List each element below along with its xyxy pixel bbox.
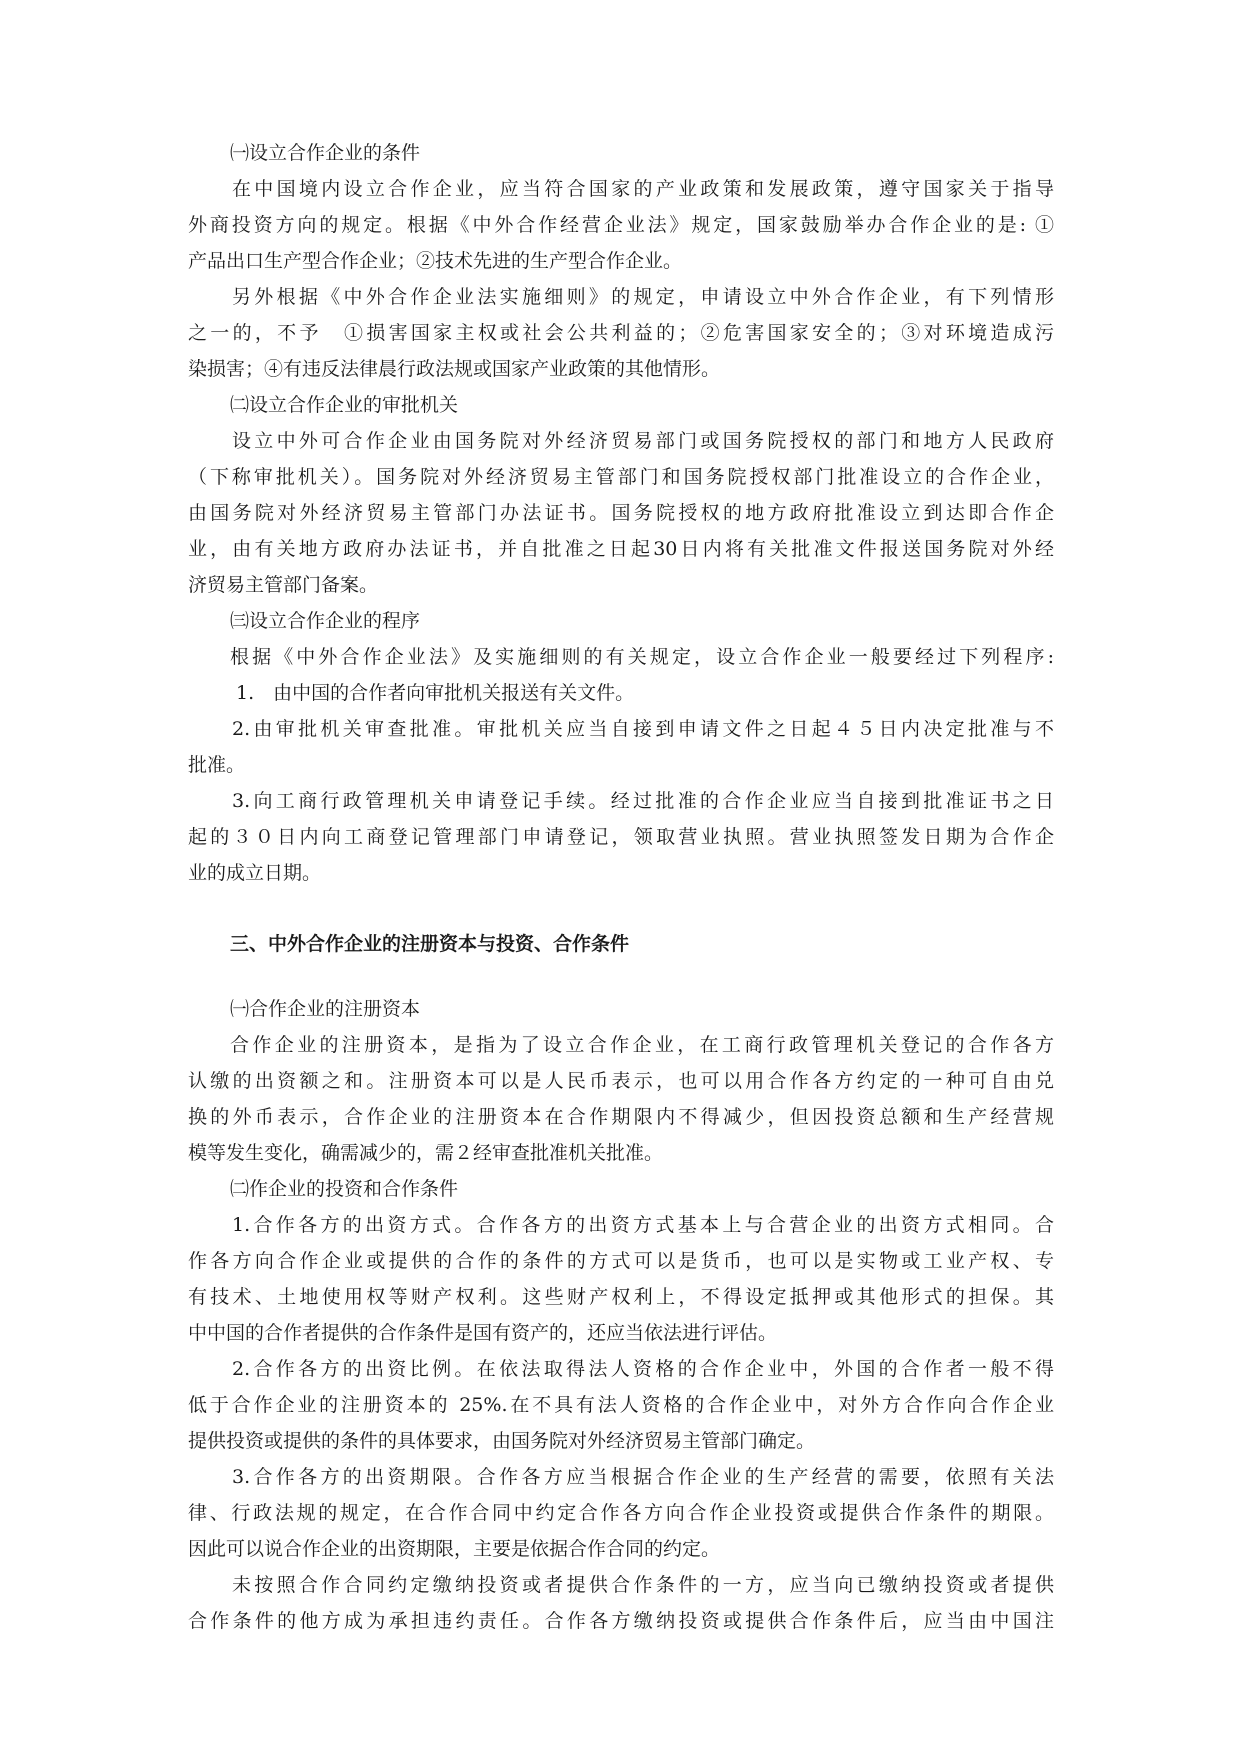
paragraph-line: 在中国境内设立合作企业，应当符合国家的产业政策和发展政策，遵守国家关于指导	[232, 178, 1054, 200]
list-item: 3.合作各方的出资期限。合作各方应当根据合作企业的生产经营的需要，依照有关法	[232, 1466, 1054, 1488]
paragraph-line: 律、行政法规的规定，在合作合同中约定合作各方向合作企业投资或提供合作条件的期限。	[188, 1502, 1054, 1524]
paragraph-line: 起的３０日内向工商登记管理部门申请登记，领取营业执照。营业执照签发日期为合作企	[188, 826, 1054, 848]
paragraph-line: 外商投资方向的规定。根据《中外合作经营企业法》规定，国家鼓励举办合作企业的是: ①	[188, 214, 1054, 236]
paragraph-line: 产品出口生产型合作企业；②技术先进的生产型合作企业。	[188, 250, 683, 272]
paragraph-line: 认缴的出资额之和。注册资本可以是人民币表示，也可以用合作各方约定的一种可自由兑	[188, 1070, 1054, 1092]
paragraph-line: 业的成立日期。	[188, 862, 322, 884]
subheading-procedure: ㈢设立合作企业的程序	[230, 610, 421, 632]
paragraph-line: 济贸易主管部门备案。	[188, 574, 379, 596]
paragraph-line: 低于合作企业的注册资本的 25%.在不具有法人资格的合作企业中，对外方合作向合作企业	[188, 1394, 1054, 1416]
subheading-approval-authority: ㈡设立合作企业的审批机关	[230, 394, 459, 416]
list-item: 2.由审批机关审查批准。审批机关应当自接到申请文件之日起４５日内决定批准与不	[232, 718, 1054, 740]
paragraph-line: 根据《中外合作企业法》及实施细则的有关规定，设立合作企业一般要经过下列程序:	[230, 646, 1054, 668]
paragraph-line: 另外根据《中外合作企业法实施细则》的规定，申请设立中外合作企业，有下列情形	[232, 286, 1054, 308]
paragraph-line: 合作企业的注册资本，是指为了设立合作企业，在工商行政管理机关登记的合作各方	[230, 1034, 1054, 1056]
paragraph-line: 换的外币表示，合作企业的注册资本在合作期限内不得减少，但因投资总额和生产经营规	[188, 1106, 1054, 1128]
list-item: 3.向工商行政管理机关申请登记手续。经过批准的合作企业应当自接到批准证书之日	[232, 790, 1054, 812]
subheading-conditions: ㈠设立合作企业的条件	[230, 142, 421, 164]
subheading-investment-conditions: ㈡作企业的投资和合作条件	[230, 1178, 459, 1200]
list-item: 1.合作各方的出资方式。合作各方的出资方式基本上与合营企业的出资方式相同。合	[232, 1214, 1054, 1236]
paragraph-line: 因此可以说合作企业的出资期限，主要是依据合作合同的约定。	[188, 1538, 721, 1560]
paragraph-line: 合作条件的他方成为承担违约责任。合作各方缴纳投资或提供合作条件后，应当由中国注	[188, 1610, 1054, 1632]
paragraph-line: 有技术、土地使用权等财产权利。这些财产权利上，不得设定抵押或其他形式的担保。其	[188, 1286, 1054, 1308]
paragraph-line: 设立中外可合作企业由国务院对外经济贸易部门或国务院授权的部门和地方人民政府	[232, 430, 1054, 452]
paragraph-line: 染损害；④有违反法律晨行政法规或国家产业政策的其他情形。	[188, 358, 721, 380]
subheading-registered-capital: ㈠合作企业的注册资本	[230, 998, 421, 1020]
list-item: 1. 由中国的合作者向审批机关报送有关文件。	[236, 682, 635, 704]
paragraph-line: 之一的，不予 ①损害国家主权或社会公共利益的；②危害国家安全的；③对环境造成污	[188, 322, 1054, 344]
section-title: 三、中外合作企业的注册资本与投资、合作条件	[230, 933, 630, 955]
paragraph-line: 业，由有关地方政府办法证书，并自批准之日起30日内将有关批准文件报送国务院对外经	[188, 538, 1054, 560]
paragraph-line: 提供投资或提供的条件的具体要求，由国务院对外经济贸易主管部门确定。	[188, 1430, 816, 1452]
paragraph-line: （下称审批机关）。国务院对外经济贸易主管部门和国务院授权部门批准设立的合作企业，	[188, 466, 1054, 488]
paragraph-line: 作各方向合作企业或提供的合作的条件的方式可以是货币，也可以是实物或工业产权、专	[188, 1250, 1054, 1272]
paragraph-line: 中中国的合作者提供的合作条件是国有资产的，还应当依法进行评估。	[188, 1322, 778, 1344]
paragraph-line: 未按照合作合同约定缴纳投资或者提供合作条件的一方，应当向已缴纳投资或者提供	[232, 1574, 1054, 1596]
paragraph-line: 由国务院对外经济贸易主管部门办法证书。国务院授权的地方政府批准设立到达即合作企	[188, 502, 1054, 524]
paragraph-line: 批准。	[188, 754, 246, 776]
paragraph-line: 模等发生变化，确需减少的，需２经审查批准机关批准。	[188, 1142, 664, 1164]
list-item: 2.合作各方的出资比例。在依法取得法人资格的合作企业中，外国的合作者一般不得	[232, 1358, 1054, 1380]
